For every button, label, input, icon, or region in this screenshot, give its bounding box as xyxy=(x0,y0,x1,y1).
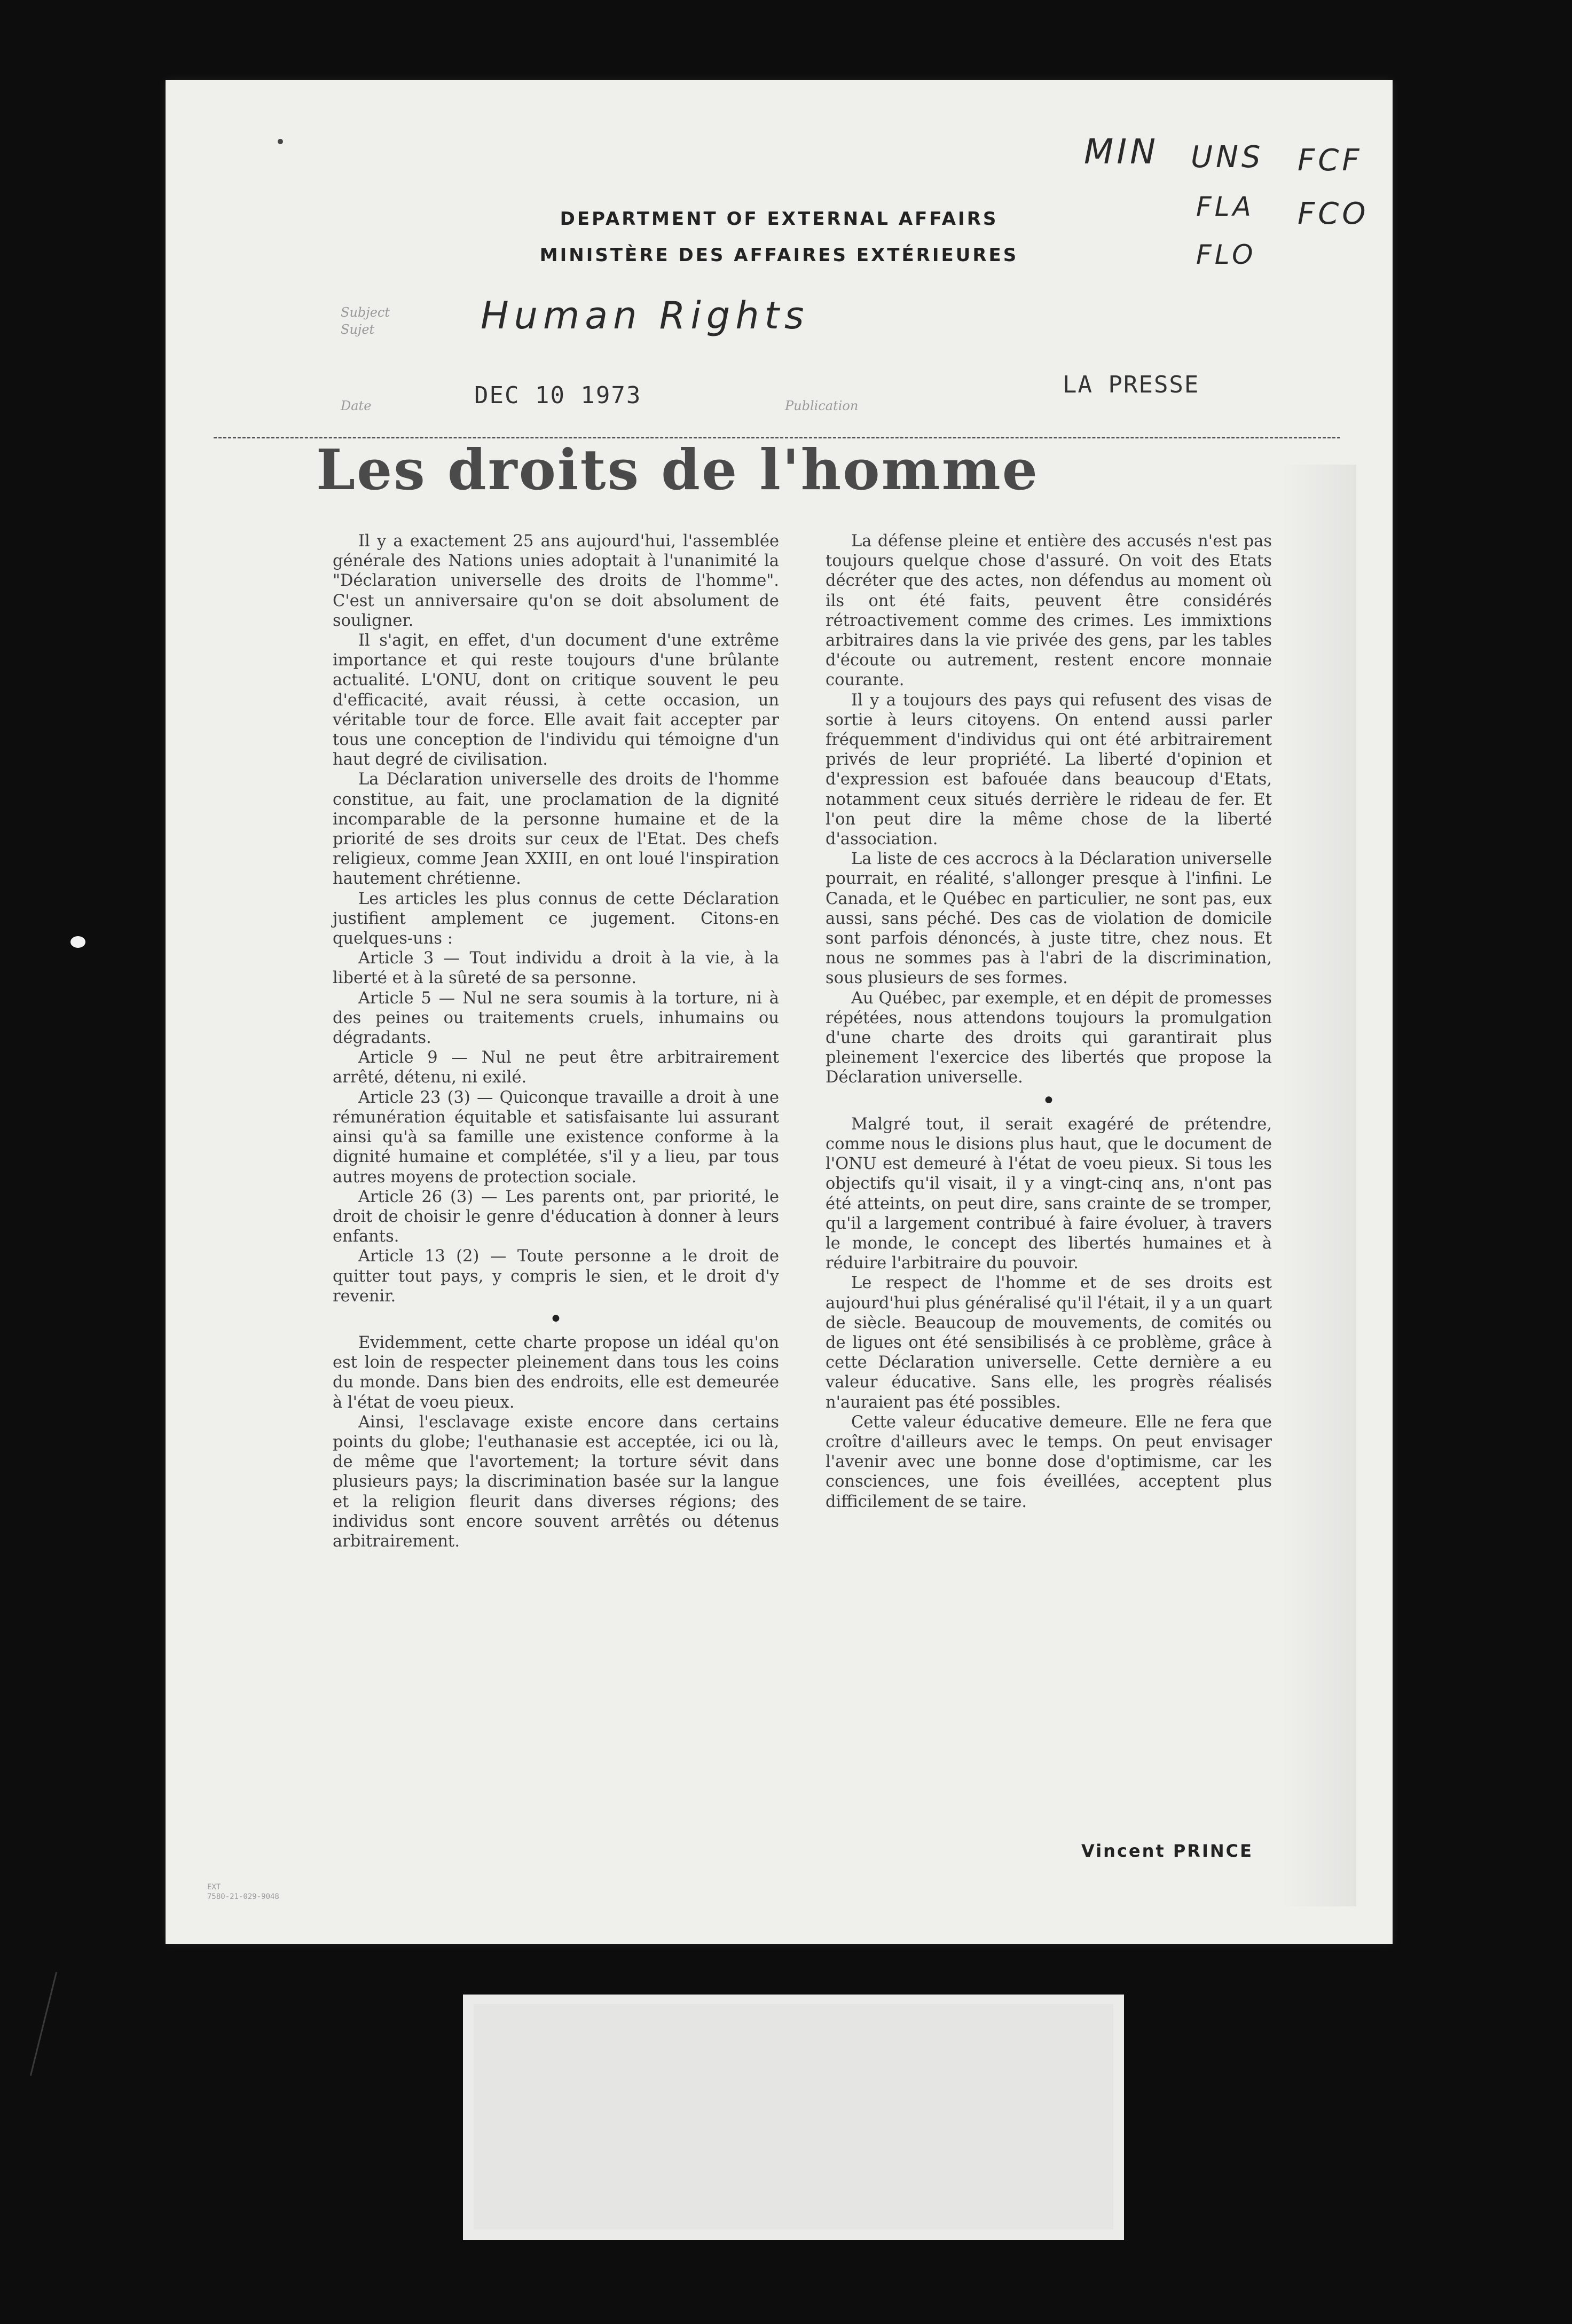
publication-label: Publication xyxy=(785,398,859,413)
paragraph: Il s'agit, en effet, d'un document d'une extrême importance et qui reste toujours d'une brûlante actualité. L'ONU, dont on critique souvent le peu d'efficacité, avait réussi, à cette occasion, un véritable tour de force. Elle avait fait accepter par tous une conception de l'individu qui témoigne d'un haut degré de civilisation. xyxy=(333,631,779,770)
paragraph: La Déclaration universelle des droits de l'homme constitue, au fait, une proclamation de la dignité incomparable de la personne humaine et de la priorité de ses droits sur ceux de l'Etat. Des chefs religieux, comme Jean XXIII, en ont loué l'inspiration hautement chrétienne. xyxy=(333,770,779,889)
bleed-shadow xyxy=(1282,465,1356,1906)
paragraph: Evidemment, cette charte propose un idéal qu'on est loin de respecter pleinement dans tous les coins du monde. Dans bien des endroits, elle est demeurée à l'état de voeu pieux. xyxy=(333,1333,779,1412)
subject-label-fr: Sujet xyxy=(341,322,375,337)
subject-handwritten: Human Rights xyxy=(481,294,809,337)
form-code-line: 7580-21-029-9048 xyxy=(207,1893,279,1901)
date-label: Date xyxy=(341,398,372,413)
paragraph: Malgré tout, il serait exagéré de prétendre, comme nous le disions plus haut, que le document de l'ONU est demeuré à l'état de voeu pieux. Si tous les objectifs qu'il visait, il y a vingt-cinq ans, n'ont pas été atteints, on peut dire, sans crainte de se tromper, qu'il a largement contribué à faire évoluer, à travers le monde, le concept des libertés humaines et à réduire l'arbitraire du pouvoir. xyxy=(826,1114,1272,1273)
routing-fcf: FCF xyxy=(1298,143,1363,178)
article-quote: Article 23 (3) — Quiconque travaille a droit à une rémunération équitable et satisfaisante lui assurant ainsi qu'à sa famille une existence conforme à la dignité humaine et complétée, s'il y a lieu, par tous autres moyens de protection sociale. xyxy=(333,1088,779,1187)
author-signature: Vincent PRINCE xyxy=(1081,1841,1253,1861)
paragraph: La défense pleine et entière des accusés n'est pas toujours quelque chose d'assuré. On voit des Etats décréter que des actes, non défendus au moment où ils ont été faits, peuvent être considérés rétroactivement comme des crimes. Les immixtions arbitraires dans la vie privée des gens, par les tables d'écoute ou autrement, restent encore monnaie courante. xyxy=(826,532,1272,690)
department-fr: MINISTÈRE DES AFFAIRES EXTÉRIEURES xyxy=(539,245,1019,266)
film-scratch-line xyxy=(30,1972,57,2076)
routing-fla: FLA xyxy=(1196,191,1254,222)
clipping-sheet xyxy=(166,80,1393,1944)
section-bullet: • xyxy=(1042,1087,1056,1114)
paragraph: Les articles les plus connus de cette Déclaration justifient amplement ce jugement. Citons-en quelques-uns : xyxy=(333,889,779,948)
article-quote: Article 5 — Nul ne sera soumis à la torture, ni à des peines ou traitements cruels, inhumains ou dégradants. xyxy=(333,988,779,1048)
form-code xyxy=(207,1882,279,1902)
date-stamp: DEC 10 1973 xyxy=(474,382,642,409)
article-quote: Article 9 — Nul ne peut être arbitrairement arrêté, détenu, ni exilé. xyxy=(333,1048,779,1087)
film-mark xyxy=(70,936,85,948)
article-quote: Article 3 — Tout individu a droit à la vie, à la liberté et à la sûreté de sa personne. xyxy=(333,949,779,988)
subject-label-en: Subject xyxy=(341,305,390,320)
article-left-column xyxy=(333,531,779,1551)
envelope-clip xyxy=(463,1995,1124,2240)
form-code-line: EXT xyxy=(207,1883,221,1891)
paragraph: Il y a toujours des pays qui refusent des visas de sortie à leurs citoyens. On entend aussi parler fréquemment d'individus qui ont été arbitrairement privés de leur propriété. La liberté d'opinion et d'expression est bafouée dans beaucoup d'Etats, notamment ceux situés derrière le rideau de fer. Et l'on peut dire la même chose de la liberté d'association. xyxy=(826,690,1272,849)
paragraph: Il y a exactement 25 ans aujourd'hui, l'assemblée générale des Nations unies adoptait à l'unanimité la "Déclaration universelle des droits de l'homme". C'est un anniversaire qu'on se doit absolument de souligner. xyxy=(333,532,779,630)
publication-stamp: LA PRESSE xyxy=(1063,371,1200,398)
article-quote: Article 13 (2) — Toute personne a le droit de quitter tout pays, y compris le sien, et le droit d'y revenir. xyxy=(333,1247,779,1306)
paragraph: Ainsi, l'esclavage existe encore dans certains points du globe; l'euthanasie est acceptée, ici ou là, de même que l'avortement; la torture sévit dans plusieurs pays; la discrimination basée sur la langue et la religion fleurit dans diverses régions; des individus sont encore souvent arrêtés ou détenus arbitrairement. xyxy=(333,1412,779,1551)
routing-fco: FCO xyxy=(1298,197,1369,231)
paragraph: Le respect de l'homme et de ses droits est aujourd'hui plus généralisé qu'il l'était, il y a un quart de siècle. Beaucoup de mouvements, de comités ou de ligues ont été sensibilisés à ce problème, grâce à cette Déclaration universelle. Cette dernière a eu valeur éducative. Sans elle, les progrès réalisés n'auraient pas été possibles. xyxy=(826,1274,1272,1412)
article-right-column xyxy=(826,531,1272,1512)
article-quote: Article 26 (3) — Les parents ont, par priorité, le droit de choisir le genre d'éducation à donner à leurs enfants. xyxy=(333,1187,779,1246)
envelope-inner xyxy=(474,2004,1113,2229)
paragraph: Au Québec, par exemple, et en dépit de promesses répétées, nous attendons toujours la promulgation d'une charte des droits qui garantirait plus pleinement l'exercice des libertés que propose la Déclaration universelle. xyxy=(826,988,1272,1087)
ink-dot xyxy=(278,139,283,144)
routing-min: MIN xyxy=(1084,132,1159,172)
paragraph: La liste de ces accrocs à la Déclaration universelle pourrait, en réalité, s'allonger presque à l'infini. Le Canada, et le Québec en particulier, ne sont pas, eux aussi, sans péché. Des cas de violation de domicile sont parfois dénoncés, à juste titre, chez nous. Et nous ne sommes pas à l'abri de la discrimination, sous plusieurs de ses formes. xyxy=(826,850,1272,988)
routing-uns: UNS xyxy=(1191,140,1264,175)
section-bullet: • xyxy=(549,1305,563,1333)
paragraph: Cette valeur éducative demeure. Elle ne fera que croître d'ailleurs avec le temps. On peut envisager l'avenir avec une bonne dose d'optimisme, car les consciences, une fois éveillées, acceptent plus difficilement de se taire. xyxy=(826,1412,1272,1511)
department-en: DEPARTMENT OF EXTERNAL AFFAIRS xyxy=(560,208,999,230)
routing-flo: FLO xyxy=(1196,239,1256,270)
article-title: Les droits de l'homme xyxy=(316,437,1039,503)
